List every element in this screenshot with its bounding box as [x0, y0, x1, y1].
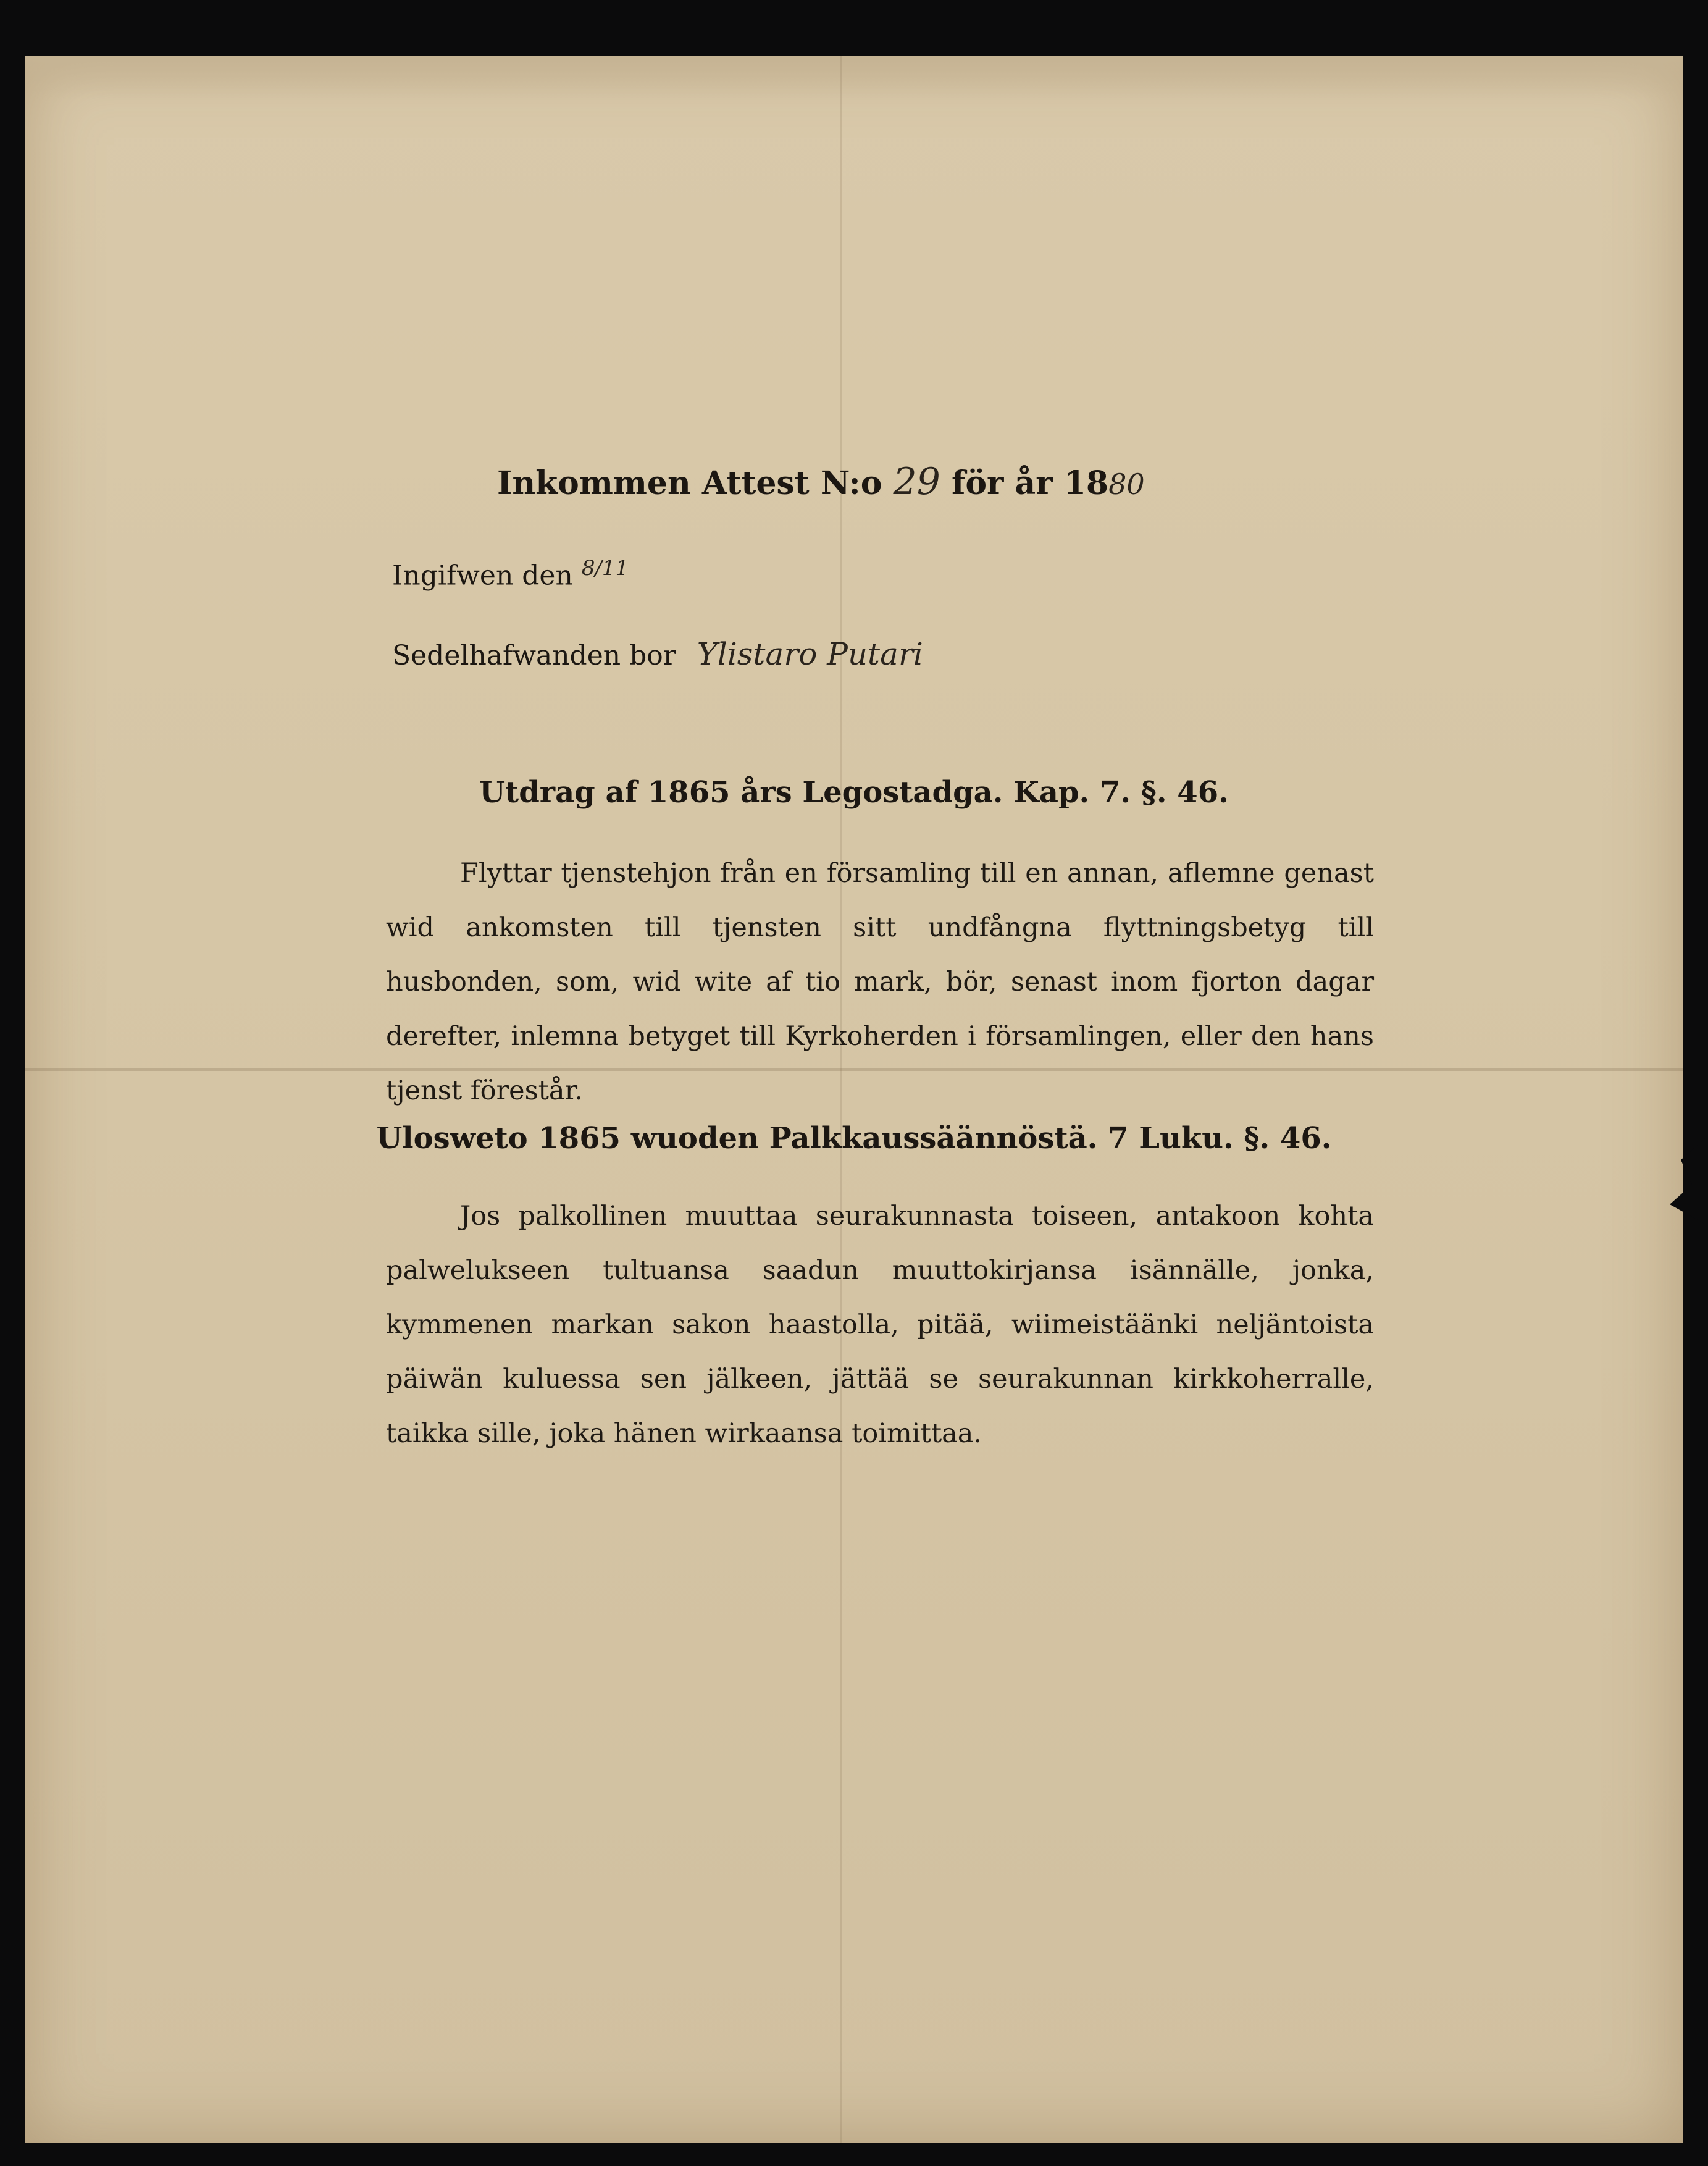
swedish-paragraph: Flyttar tjenstehjon från en församling till en annan, aflemne genast wid ankomsten till tjensten sitt undfångna flyttningsbetyg till husbonden, som, wid wite af tio mark, bör, senast inom fjorton dagar derefter, inlemna betyget till Kyrkoherden i församlingen, eller den hans tjenst förestår. [386, 858, 1374, 1106]
title-year-suffix: 80 [1108, 468, 1145, 501]
finnish-paragraph: Jos palkollinen muuttaa seurakunnasta toiseen, antakoon kohta palwelukseen tultuansa saadun muuttokirjansa isännälle, jonka, kymmenen markan sakon haastolla, pitää, wiimeistäänki neljäntoista päiwän kuluessa sen jälkeen, jättää se seurakunnan kirkkoherralle, taikka sille, joka hänen wirkaansa toimittaa. [386, 1201, 1374, 1449]
submitted-label: Ingifwen den [392, 560, 573, 592]
holder-label: Sedelhafwanden bor [392, 640, 676, 671]
holder-line [392, 636, 923, 672]
finnish-heading: Ulosweto 1865 wuoden Palkkaussäännöstä. 7 Luku. §. 46. [376, 1121, 1332, 1156]
title-year-prefix: för år 18 [951, 464, 1109, 502]
attest-title [497, 460, 1145, 503]
submitted-date: 8/11 [581, 556, 629, 581]
title-prefix: Inkommen Attest N:o [497, 464, 882, 502]
swedish-heading: Utdrag af 1865 års Legostadga. Kap. 7. §. 46. [479, 775, 1229, 810]
attest-number: 29 [893, 460, 940, 503]
submitted-line [392, 556, 629, 592]
holder-place: Ylistaro Putari [697, 636, 923, 672]
